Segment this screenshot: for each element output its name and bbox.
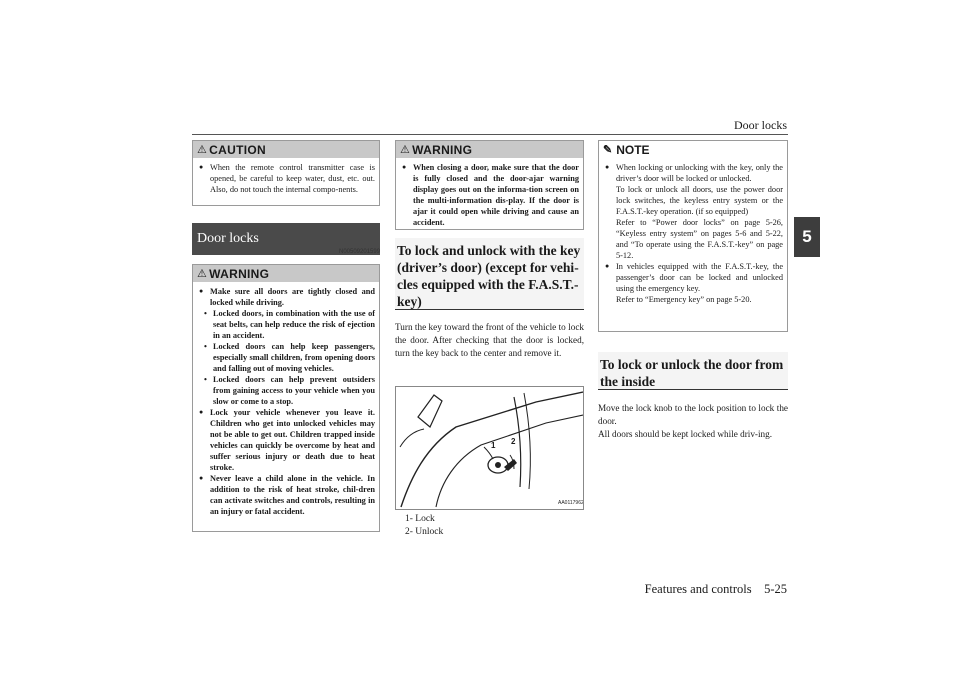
warning-item: ● Make sure all doors are tightly closed and locked while driving. (199, 286, 375, 308)
note-heading (599, 141, 787, 158)
section-heading-inside: To lock or unlock the door from the inside (598, 352, 788, 390)
warning-heading (193, 265, 379, 282)
warning-item: ● When closing a door, make sure that the door is fully closed and the door-ajar warning display goes out on the informa-tion screen on the multi-information dis-play. If the door is ajar it could open while driving and cause an accident. (402, 162, 579, 228)
warning-box-2 (395, 140, 584, 230)
inside-paragraph: Move the lock knob to the lock position to lock the door. (598, 403, 788, 426)
warning-triangle-icon: ⚠ (197, 268, 208, 280)
caution-item: ● When the remote control transmitter case is opened, be careful to keep water, dust, etc. out. Also, do not touch the internal compo-nents. (199, 162, 375, 195)
warning-subitem: • Locked doors can help keep passengers, especially small children, from opening doors and falling out of moving vehicles. (199, 341, 375, 374)
warning-subitem: • Locked doors can help prevent outsiders from gaining access to your vehicle when you slow or come to a stop. (199, 374, 375, 407)
callout-2: 2 (511, 437, 516, 446)
note-text: ● In vehicles equipped with the F.A.S.T.-key, the passenger’s door can be locked and unlocked using the emergency key. (616, 262, 783, 293)
warning-label: WARNING (412, 142, 473, 157)
figure-legend (405, 513, 575, 539)
warning-label: WARNING (209, 266, 270, 281)
caution-heading (193, 141, 379, 158)
legend-item-lock: 1- Lock (405, 514, 435, 524)
caution-label: CAUTION (209, 142, 266, 157)
legend-item-unlock: 2- Unlock (405, 527, 444, 537)
note-text: ● When locking or unlocking with the key, only the driver’s door will be locked or unlocked. (616, 163, 783, 183)
figure-code: AA0117962 (558, 500, 583, 506)
note-text: Refer to “Emergency key” on page 5-20. (616, 295, 752, 304)
page-footer: Features and controls 5-25 (644, 582, 787, 596)
header-rule (192, 134, 788, 135)
warning-item: ● Lock your vehicle whenever you leave it. Children who get into unlocked vehicles may not be able to get out. Children trapped inside vehicles can quickly be overcome by heat and suffer serious injury or death due to heat stroke. (199, 407, 375, 473)
warning-triangle-icon: ⚠ (197, 144, 208, 156)
note-box (598, 140, 788, 332)
inside-paragraph: All doors should be kept locked while driv-ing. (598, 429, 773, 439)
warning-triangle-icon: ⚠ (400, 144, 411, 156)
caution-box (192, 140, 380, 206)
warning-subitem: • Locked doors, in combination with the use of seat belts, can help reduce the risk of ejection in an accident. (199, 308, 375, 341)
note-item (605, 162, 783, 261)
callout-1: 1 (491, 441, 496, 450)
note-item (605, 261, 783, 305)
door-key-illustration (396, 387, 583, 509)
section-heading-key: To lock and unlock with the key (driver’s door) (except for vehi-cles equipped with the F.A.S.T.-key) (395, 238, 584, 310)
inside-instructions (598, 402, 788, 441)
note-text: To lock or unlock all doors, use the power door lock switches, the keyless entry system or the F.A.S.T.-key operation. (if so equipped) (616, 185, 783, 216)
warning-item: ● Never leave a child alone in the vehicle. In addition to the risk of heat stroke, chil-dren can activate switches and controls, resulting in an injury or fatal accident. (199, 473, 375, 517)
chapter-tab: 5 (794, 217, 820, 257)
note-label: NOTE (616, 142, 650, 157)
page-header-title: Door locks (734, 118, 787, 132)
warning-heading (396, 141, 583, 158)
key-instructions: Turn the key toward the front of the vehicle to lock the door. After checking that the door is locked, turn the key back to the center and remove it. (395, 322, 584, 358)
pencil-icon: ✎ (603, 144, 613, 156)
section-code: N00509201599 (339, 249, 381, 255)
door-key-figure (395, 386, 584, 510)
warning-box-1 (192, 264, 380, 532)
section-heading-door-locks: Door locks (192, 223, 380, 255)
note-text: Refer to “Power door locks” on page 5-26, “Keyless entry system” on pages 5-6 and 5-22, and “To operate using the F.A.S.T.-key” on page 5-12. (616, 218, 783, 260)
